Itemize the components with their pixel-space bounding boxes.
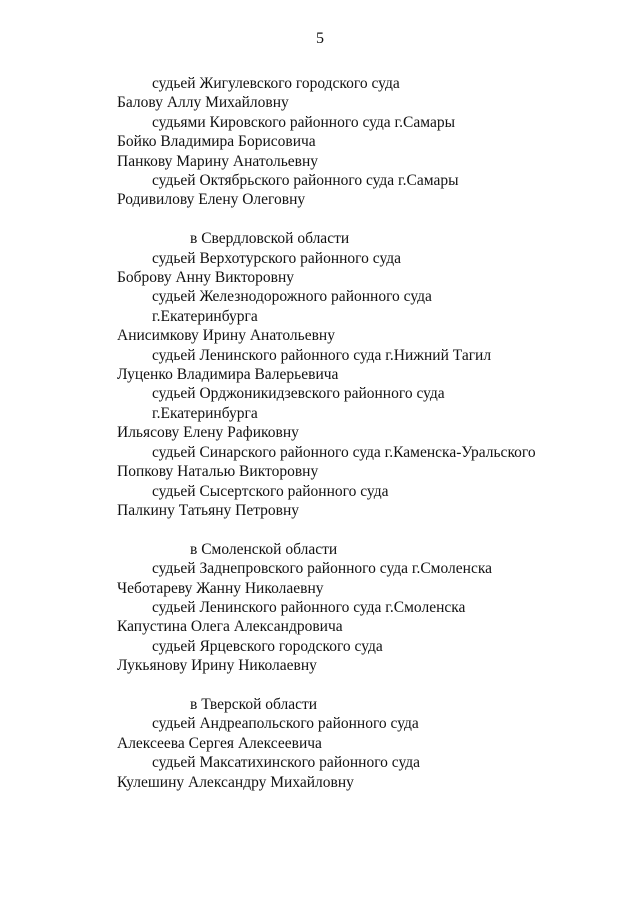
judge-name: Бойко Владимира Борисовича [117, 133, 316, 151]
judge-name: Боброву Анну Викторовну [117, 269, 295, 287]
court-line: судьями Кировского районного суда г.Самары [152, 113, 455, 131]
paragraph-gap [0, 676, 640, 695]
paragraph-gap [0, 210, 640, 229]
judge-name: Палкину Татьяну Петровну [117, 501, 300, 519]
court-line: судьей Ленинского районного суда г.Нижний Тагил [152, 346, 492, 364]
court-line: судьей Андреапольского районного суда [152, 715, 419, 733]
court-line: судьей Ярцевского городского суда [152, 637, 383, 655]
judge-name: Капустина Олега Александровича [117, 618, 343, 636]
court-line: судьей Ленинского районного суда г.Смоленска [152, 598, 466, 616]
court-line: судьей Железнодорожного районного суда [152, 288, 432, 306]
document-body [0, 74, 640, 792]
court-line: судьей Заднепровского районного суда г.Смоленска [152, 560, 492, 578]
judge-name: Кулешину Александру Михайловну [117, 773, 354, 791]
court-line: судьей Синарского районного суда г.Каменска-Уральского [152, 443, 536, 461]
court-line: судьей Жигулевского городского суда [152, 75, 400, 92]
court-line: г.Екатеринбурга [152, 404, 258, 422]
judge-name: Анисимкову Ирину Анатольевну [117, 327, 335, 345]
paragraph-gap [0, 520, 640, 539]
court-line: судьей Орджоникидзевского районного суда [152, 385, 445, 403]
judge-name: Ильясову Елену Рафиковну [117, 424, 299, 442]
judge-name: Балову Аллу Михайловну [117, 94, 289, 112]
judge-name: Алексеева Сергея Алексеевича [117, 734, 322, 752]
region-heading: в Тверской области [190, 695, 318, 713]
court-line: судьей Максатихинского районного суда [152, 754, 421, 772]
region-heading: в Свердловской области [190, 230, 350, 248]
region-heading: в Смоленской области [190, 540, 338, 558]
page-number: 5 [316, 30, 324, 47]
judge-name: Лукьянову Ирину Николаевну [117, 657, 317, 675]
judge-name: Родивилову Елену Олеговну [117, 191, 306, 209]
court-line: судьей Верхотурского районного суда [152, 249, 401, 267]
judge-name: Чеботареву Жанну Николаевну [117, 579, 324, 597]
judge-name: Попкову Наталью Викторовну [117, 463, 319, 481]
court-line: судьей Октябрьского районного суда г.Самары [152, 172, 459, 190]
court-line: г.Екатеринбурга [152, 307, 258, 325]
judge-name: Луценко Владимира Валерьевича [117, 366, 339, 384]
court-line: судьей Сысертского районного суда [152, 482, 389, 500]
judge-name: Панкову Марину Анатольевну [117, 152, 319, 170]
